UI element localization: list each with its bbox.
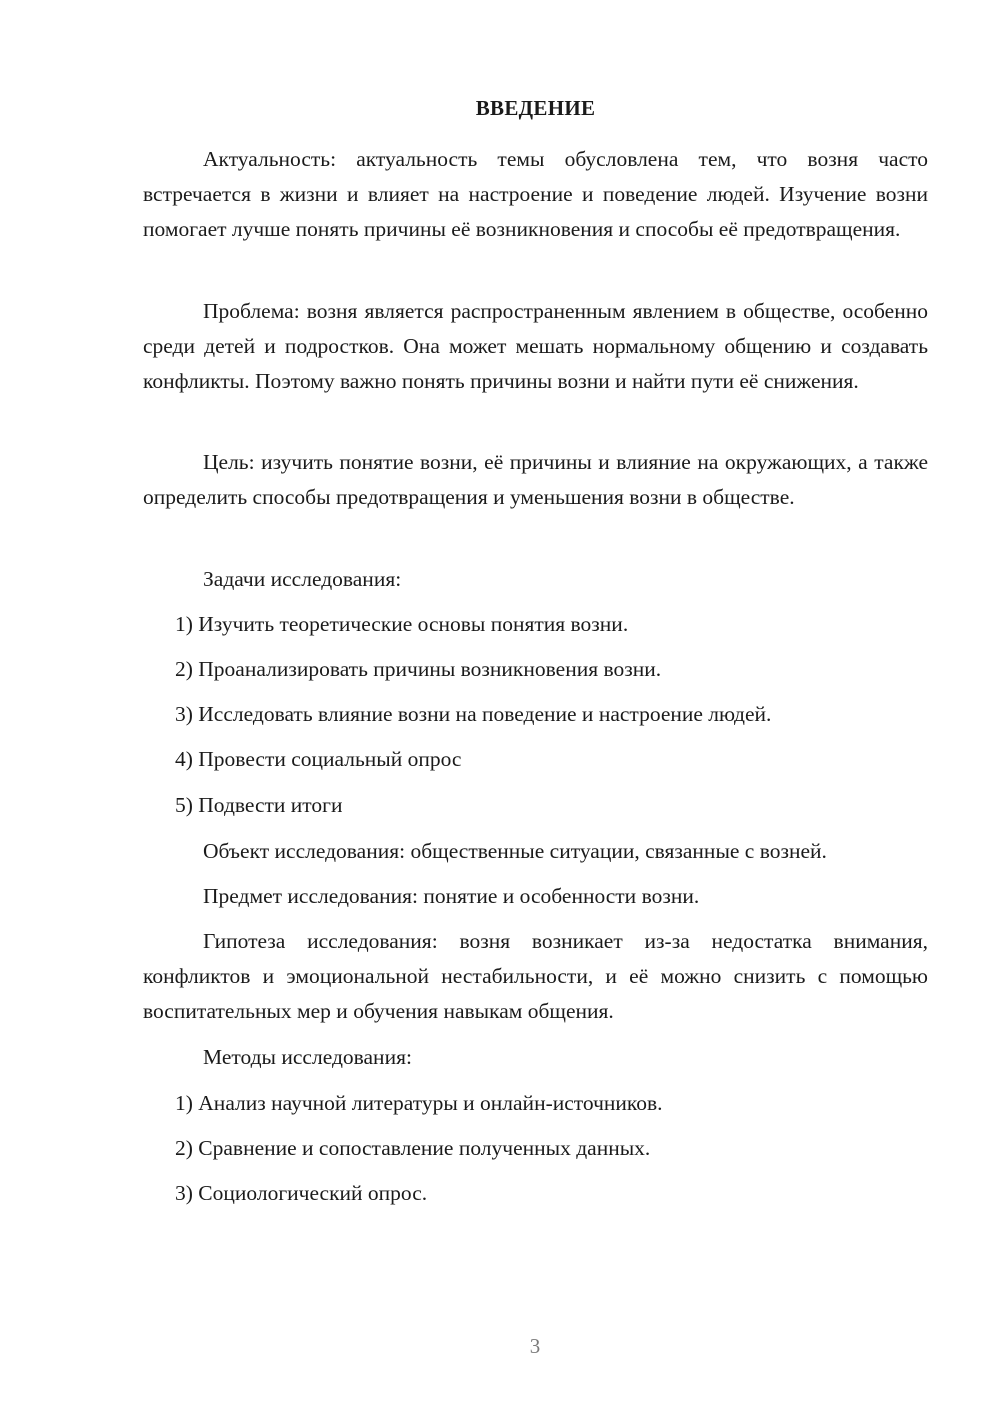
subject-paragraph: Предмет исследования: понятие и особенности возни. [203, 884, 700, 908]
object-paragraph: Объект исследования: общественные ситуации, связанные с возней. [203, 839, 827, 863]
relevance-paragraph: Актуальность: актуальность темы обусловлена тем, что возня часто встречается в жизни и влияет на настроение и поведение людей. Изучение возни помогает лучше понять причины её возникновения и способы её предотвращения. [143, 147, 928, 241]
method-item-2: 2) Сравнение и сопоставление полученных данных. [175, 1136, 651, 1160]
hypothesis-paragraph: Гипотеза исследования: возня возникает из-за недостатка внимания, конфликтов и эмоциональной нестабильности, и её можно снизить с помощью воспитательных мер и обучения навыкам общения. [143, 929, 928, 1023]
methods-heading: Методы исследования: [203, 1045, 412, 1069]
method-item-1: 1) Анализ научной литературы и онлайн-источников. [175, 1091, 663, 1115]
problem-paragraph: Проблема: возня является распространенным явлением в обществе, особенно среди детей и подростков. Она может мешать нормальному общению и создавать конфликты. Поэтому важно понять причины возни и найти пути её снижения. [143, 299, 928, 393]
task-item-2: 2) Проанализировать причины возникновения возни. [175, 657, 662, 681]
tasks-heading: Задачи исследования: [203, 567, 402, 591]
task-item-5: 5) Подвести итоги [175, 793, 343, 817]
task-item-4: 4) Провести социальный опрос [175, 747, 462, 771]
goal-paragraph: Цель: изучить понятие возни, её причины и влияние на окружающих, а также определить способы предотвращения и уменьшения возни в обществе. [143, 450, 928, 509]
page-number: 3 [529, 1334, 541, 1358]
page-title: ВВЕДЕНИЕ [475, 96, 596, 120]
task-item-1: 1) Изучить теоретические основы понятия возни. [175, 612, 629, 636]
task-item-3: 3) Исследовать влияние возни на поведение и настроение людей. [175, 702, 772, 726]
method-item-3: 3) Социологический опрос. [175, 1181, 428, 1205]
